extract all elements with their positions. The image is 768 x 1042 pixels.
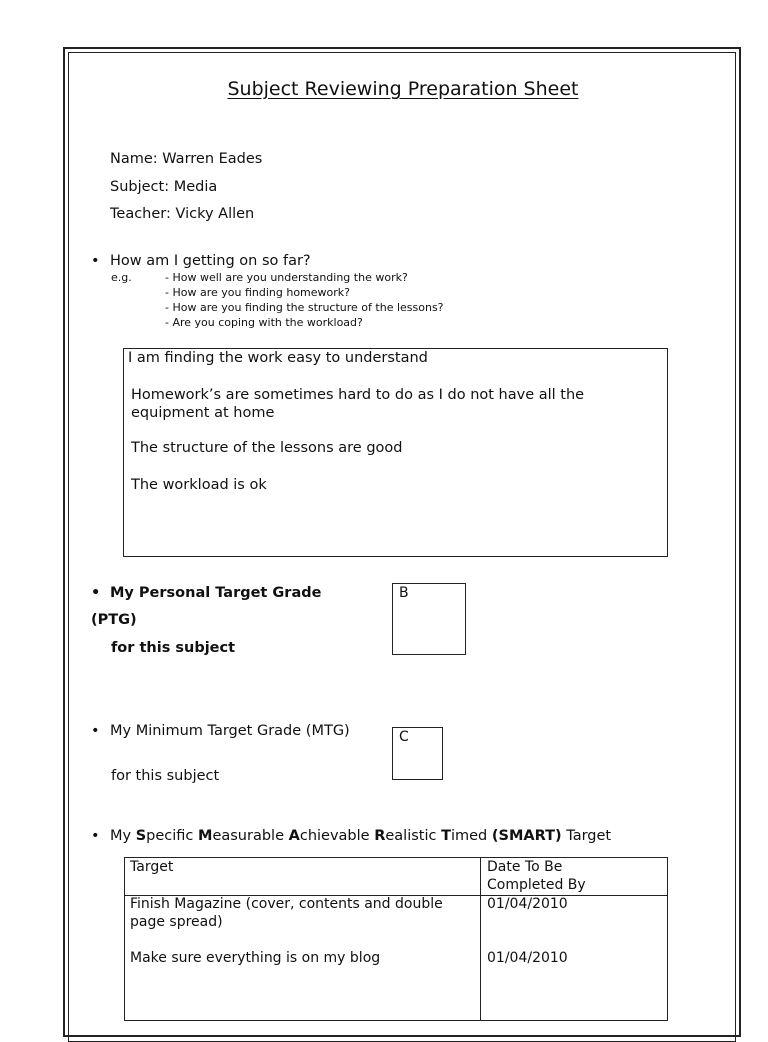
answer-line: Homework’s are sometimes hard to do as I do not have all the equipment at home (131, 387, 585, 421)
smart-heading-text (110, 828, 611, 844)
ptg-label-line2: (PTG) (91, 612, 137, 628)
example-item: - How are you finding homework? (165, 286, 350, 299)
smart-letter: S (135, 828, 147, 844)
smart-letter: M (198, 828, 213, 844)
name-field: Name: Warren Eades (110, 151, 263, 167)
table-cell-date[interactable]: 01/04/2010 (487, 950, 568, 966)
smart-word: My (110, 828, 136, 844)
progress-question-text: How am I getting on so far? (110, 253, 311, 269)
smart-word: Target (561, 828, 612, 844)
smart-word: pecific (146, 828, 198, 844)
table-column-divider (480, 857, 481, 1021)
subject-field: Subject: Media (110, 179, 218, 195)
example-item: - How well are you understanding the work? (165, 271, 408, 284)
ptg-grade-box[interactable]: B (392, 583, 466, 655)
ptg-label-line3: for this subject (111, 640, 236, 656)
table-cell-target[interactable]: Make sure everything is on my blog (130, 950, 381, 966)
eg-label: e.g. (111, 271, 132, 284)
answer-line: I am finding the work easy to understand (128, 350, 428, 366)
table-header-date: Date To Be Completed By (487, 859, 586, 893)
example-item: - Are you coping with the workload? (165, 316, 363, 329)
smart-letter: A (288, 828, 300, 844)
mtg-label-line1: My Minimum Target Grade (MTG) (110, 723, 350, 739)
table-header-target: Target (130, 859, 174, 875)
mtg-label-line2: for this subject (111, 768, 220, 784)
mtg-grade-box[interactable]: C (392, 727, 443, 780)
ptg-label-line1: My Personal Target Grade (110, 585, 322, 601)
answer-line: The structure of the lessons are good (131, 440, 403, 456)
page-title: Subject Reviewing Preparation Sheet (227, 78, 579, 100)
table-cell-target[interactable]: Finish Magazine (cover, contents and double page spread) (130, 896, 443, 930)
smart-word: ealistic (385, 828, 442, 844)
smart-word: imed (450, 828, 492, 844)
example-item: - How are you finding the structure of the lessons? (165, 301, 444, 314)
smart-letter: R (374, 828, 386, 844)
smart-letter: T (441, 828, 451, 844)
smart-acronym: (SMART) (491, 828, 562, 844)
answer-line: The workload is ok (131, 477, 267, 493)
table-cell-date[interactable]: 01/04/2010 (487, 896, 568, 912)
smart-word: chievable (299, 828, 375, 844)
teacher-field: Teacher: Vicky Allen (110, 206, 255, 222)
smart-word: easurable (212, 828, 289, 844)
